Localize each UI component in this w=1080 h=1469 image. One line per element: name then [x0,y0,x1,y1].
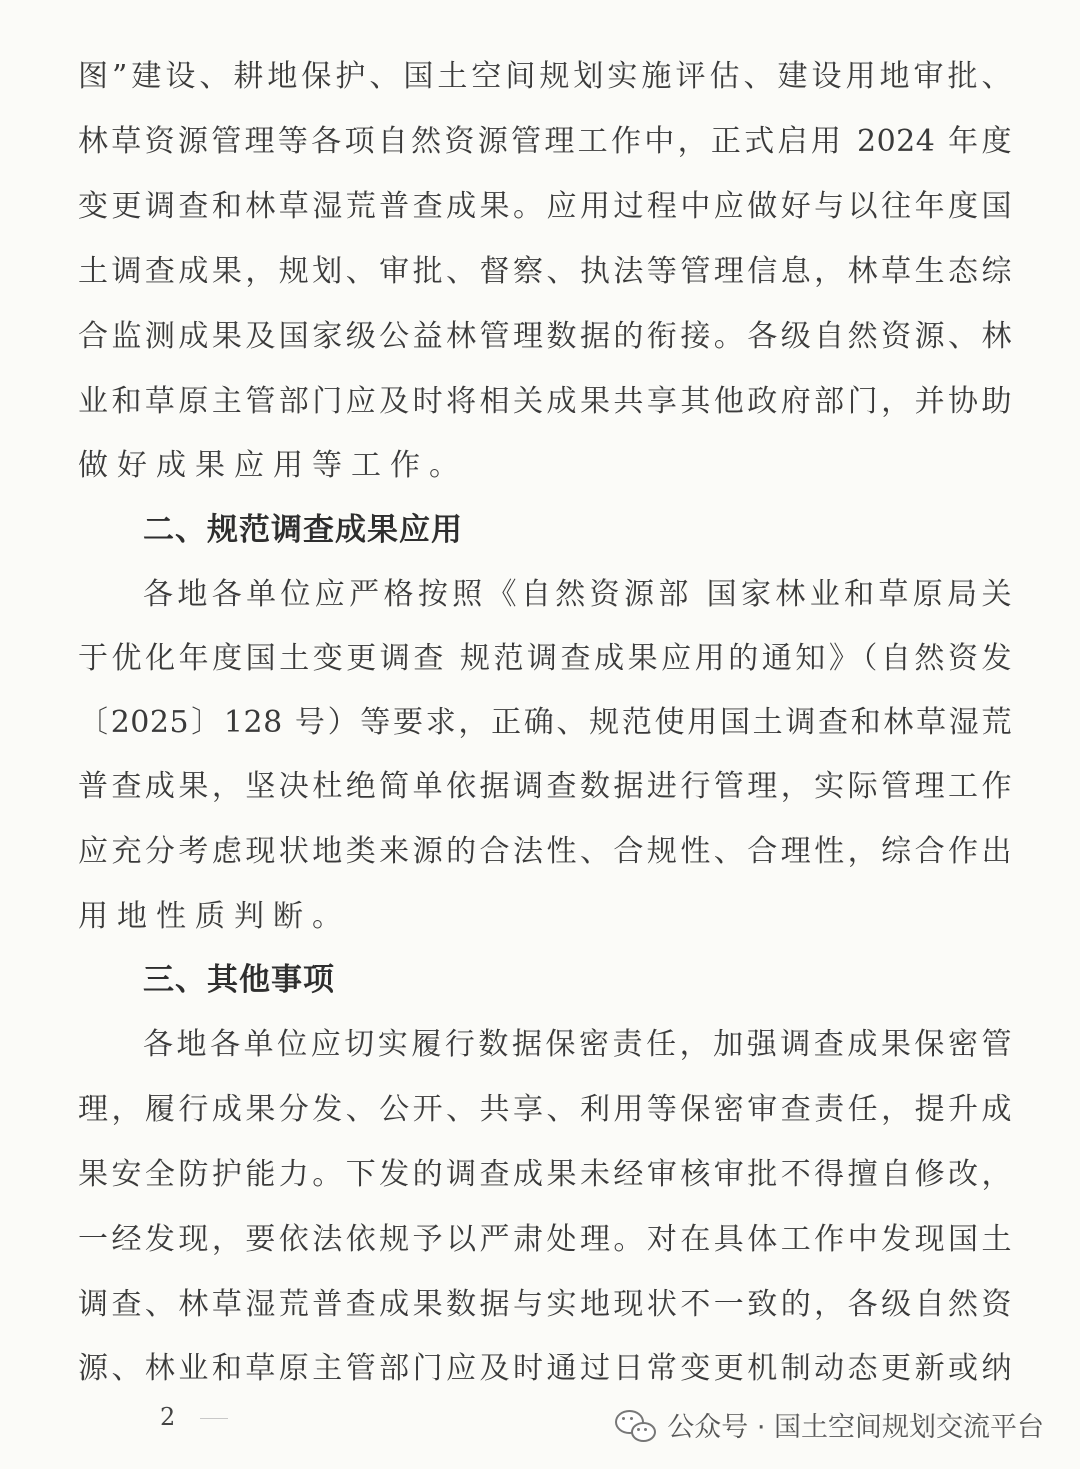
body-line: 果安全防护能力。下发的调查成果未经审核审批不得擅自修改， [78,1157,1012,1192]
body-line: 理，履行成果分发、公开、共享、利用等保密审查责任，提升成 [78,1092,1012,1127]
section-heading-2: 二、规范调查成果应用 [143,512,463,548]
wechat-icon [613,1407,657,1443]
body-line: 源、林业和草原主管部门应及时通过日常变更机制动态更新或纳 [78,1351,1012,1386]
body-line: 调查、林草湿荒普查成果数据与实地现状不一致的，各级自然资 [78,1287,1012,1322]
body-line: 变更调查和林草湿荒普查成果。应用过程中应做好与以往年度国 [78,189,1012,224]
body-line: 业和草原主管部门应及时将相关成果共享其他政府部门，并协助 [78,384,1012,419]
body-line: 土调查成果，规划、审批、督察、执法等管理信息，林草生态综 [78,254,1012,289]
body-line: 应充分考虑现状地类来源的合法性、合规性、合理性，综合作出 [78,834,1012,869]
watermark-text: 公众号 · 国土空间规划交流平台 [667,1412,1044,1443]
body-line: 图”建设、耕地保护、国土空间规划实施评估、建设用地审批、 [78,59,1012,94]
body-line: 用地性质判断。 [78,899,351,934]
body-line: 一经发现，要依法依规予以严肃处理。对在具体工作中发现国土 [78,1222,1012,1257]
body-line: 做好成果应用等工作。 [78,448,468,483]
body-line: 合监测成果及国家级公益林管理数据的衔接。各级自然资源、林 [78,319,1012,354]
section-heading-3: 三、其他事项 [143,962,335,998]
footer-divider [200,1418,228,1419]
body-line: 普查成果，坚决杜绝简单依据调查数据进行管理，实际管理工作 [78,769,1012,804]
wechat-watermark [613,1405,1044,1444]
body-line: 于优化年度国土变更调查 规范调查成果应用的通知》（自然资发 [78,641,1012,676]
body-line: 林草资源管理等各项自然资源管理工作中，正式启用 2024 年度 [78,124,1012,159]
body-line: 各地各单位应严格按照《自然资源部 国家林业和草原局关 [143,577,1012,612]
body-line: 〔2025〕128 号）等要求，正确、规范使用国土调查和林草湿荒 [78,705,1012,740]
page-number: 2 [160,1403,176,1431]
body-line: 各地各单位应切实履行数据保密责任，加强调查成果保密管 [143,1027,1012,1062]
